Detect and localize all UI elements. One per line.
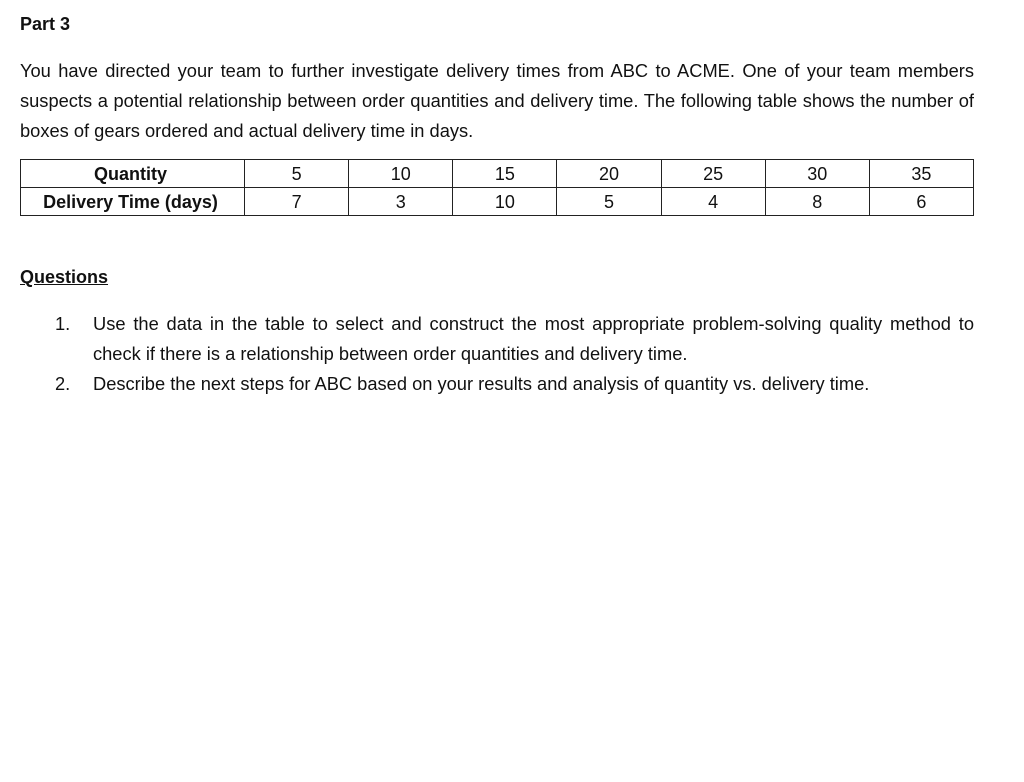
table-cell: 6 [869,188,973,216]
questions-heading: Questions [20,267,109,287]
row-header-delivery-time: Delivery Time (days) [21,188,245,216]
table-cell: 10 [453,188,557,216]
row-header-quantity: Quantity [21,160,245,188]
table-cell: 5 [557,188,661,216]
question-item [20,369,974,399]
table-cell: 15 [453,160,557,188]
table-cell: 4 [661,188,765,216]
question-number: 1. [55,313,71,334]
data-table [20,159,974,216]
table-cell: 8 [765,188,869,216]
intro-paragraph: You have directed your team to further investigate delivery times from ABC to ACME. One of your team members suspects a potential relationship between order quantities and delivery time. The following table shows the number of boxes of gears ordered and actual delivery time in days. [20,60,974,141]
question-item [20,309,974,369]
table-cell: 35 [869,160,973,188]
table-cell: 5 [245,160,349,188]
table-cell: 30 [765,160,869,188]
table-cell: 10 [349,160,453,188]
quantity-row [21,160,974,188]
question-text: Use the data in the table to select and construct the most appropriate problem-solving quality method to check if there is a relationship between order quantities and delivery time. [93,313,974,364]
question-text: Describe the next steps for ABC based on your results and analysis of quantity vs. delivery time. [93,373,870,394]
delivery-time-row [21,188,974,216]
table-cell: 7 [245,188,349,216]
section-heading: Part 3 [20,14,71,34]
table-cell: 25 [661,160,765,188]
table-cell: 20 [557,160,661,188]
table-cell: 3 [349,188,453,216]
question-number: 2. [55,373,71,394]
questions-list [20,309,974,399]
